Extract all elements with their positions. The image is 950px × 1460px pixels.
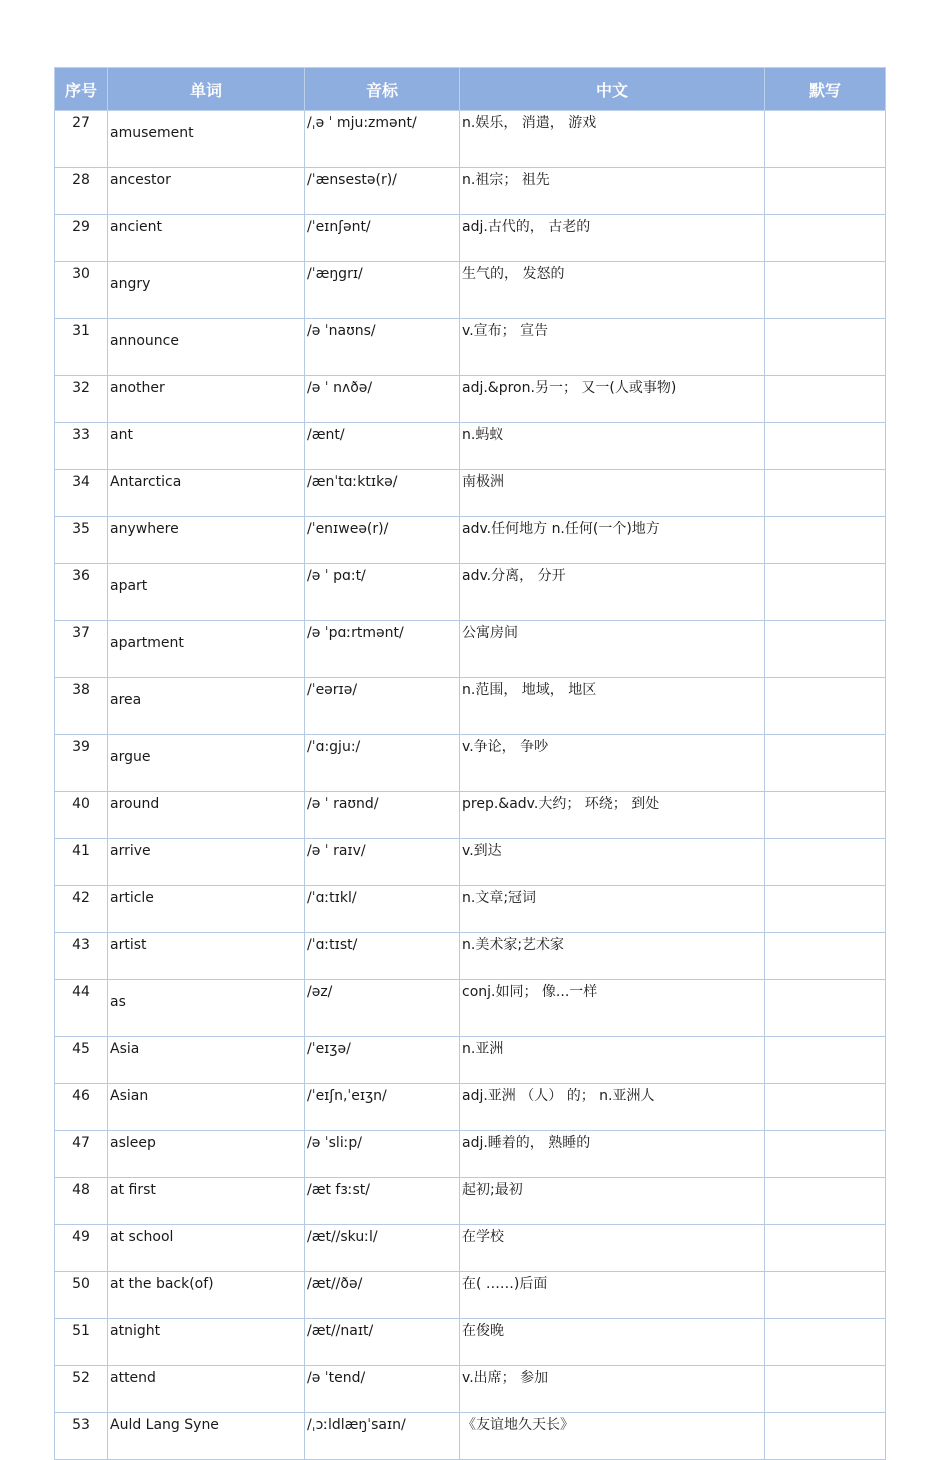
phonetic-cell: /æt//naɪt/ (305, 1319, 460, 1366)
table-row (55, 262, 886, 319)
table-row (55, 735, 886, 792)
chinese-cell: 在俊晚 (460, 1319, 765, 1366)
header-row (55, 68, 886, 111)
word-cell: as (108, 980, 305, 1037)
row-number: 38 (55, 678, 108, 735)
row-number: 51 (55, 1319, 108, 1366)
chinese-cell: adv.任何地方 n.任何(一个)地方 (460, 517, 765, 564)
chinese-cell: v.宣布； 宣告 (460, 319, 765, 376)
phonetic-cell: /ˈeɪʒə/ (305, 1037, 460, 1084)
row-number: 41 (55, 839, 108, 886)
phonetic-cell: /ə ˈpɑːrtmənt/ (305, 621, 460, 678)
dictation-cell[interactable] (765, 1131, 886, 1178)
row-number: 28 (55, 168, 108, 215)
table-row (55, 319, 886, 376)
table-row (55, 792, 886, 839)
word-cell: arrive (108, 839, 305, 886)
dictation-cell[interactable] (765, 1272, 886, 1319)
header-no: 序号 (55, 68, 108, 111)
table-row (55, 678, 886, 735)
dictation-cell[interactable] (765, 886, 886, 933)
chinese-cell: 生气的， 发怒的 (460, 262, 765, 319)
table-row (55, 1084, 886, 1131)
row-number: 35 (55, 517, 108, 564)
phonetic-cell: /ˈɑ:gju:/ (305, 735, 460, 792)
word-cell: around (108, 792, 305, 839)
row-number: 39 (55, 735, 108, 792)
row-number: 50 (55, 1272, 108, 1319)
dictation-cell[interactable] (765, 111, 886, 168)
word-cell: atnight (108, 1319, 305, 1366)
word-cell: artist (108, 933, 305, 980)
row-number: 27 (55, 111, 108, 168)
row-number: 53 (55, 1413, 108, 1460)
table-row (55, 1319, 886, 1366)
word-cell: amusement (108, 111, 305, 168)
dictation-cell[interactable] (765, 933, 886, 980)
dictation-cell[interactable] (765, 376, 886, 423)
table-row (55, 621, 886, 678)
phonetic-cell: /ˈeɪnʃənt/ (305, 215, 460, 262)
chinese-cell: n.祖宗； 祖先 (460, 168, 765, 215)
chinese-cell: prep.&adv.大约； 环绕； 到处 (460, 792, 765, 839)
row-number: 47 (55, 1131, 108, 1178)
word-cell: Asia (108, 1037, 305, 1084)
word-cell: apart (108, 564, 305, 621)
row-number: 36 (55, 564, 108, 621)
chinese-cell: 《友谊地久天长》 (460, 1413, 765, 1460)
row-number: 34 (55, 470, 108, 517)
chinese-cell: adv.分离， 分开 (460, 564, 765, 621)
word-cell: at the back(of) (108, 1272, 305, 1319)
phonetic-cell: /ænt/ (305, 423, 460, 470)
table-row (55, 111, 886, 168)
chinese-cell: 南极洲 (460, 470, 765, 517)
chinese-cell: 起初;最初 (460, 1178, 765, 1225)
table-row (55, 980, 886, 1037)
header-chinese: 中文 (460, 68, 765, 111)
word-cell: at school (108, 1225, 305, 1272)
word-cell: anywhere (108, 517, 305, 564)
chinese-cell: 公寓房间 (460, 621, 765, 678)
phonetic-cell: /ˌə ˈ mju:zmənt/ (305, 111, 460, 168)
chinese-cell: v.争论， 争吵 (460, 735, 765, 792)
phonetic-cell: /ˈeɪʃn,ˈeɪʒn/ (305, 1084, 460, 1131)
row-number: 43 (55, 933, 108, 980)
row-number: 33 (55, 423, 108, 470)
phonetic-cell: /ˈæŋgrɪ/ (305, 262, 460, 319)
dictation-cell[interactable] (765, 1413, 886, 1460)
phonetic-cell: /ˈenɪweə(r)/ (305, 517, 460, 564)
dictation-cell[interactable] (765, 1178, 886, 1225)
dictation-cell[interactable] (765, 1225, 886, 1272)
dictation-cell[interactable] (765, 1084, 886, 1131)
chinese-cell: n.范围， 地域， 地区 (460, 678, 765, 735)
word-cell: ancient (108, 215, 305, 262)
dictation-cell[interactable] (765, 621, 886, 678)
row-number: 30 (55, 262, 108, 319)
table-row (55, 1037, 886, 1084)
phonetic-cell: /ˈeərɪə/ (305, 678, 460, 735)
phonetic-cell: /ə ˈ raɪv/ (305, 839, 460, 886)
chinese-cell: adj.古代的， 古老的 (460, 215, 765, 262)
table-row (55, 839, 886, 886)
table-row (55, 1225, 886, 1272)
row-number: 31 (55, 319, 108, 376)
chinese-cell: n.亚洲 (460, 1037, 765, 1084)
chinese-cell: conj.如同； 像...一样 (460, 980, 765, 1037)
word-cell: announce (108, 319, 305, 376)
row-number: 48 (55, 1178, 108, 1225)
table-row (55, 517, 886, 564)
row-number: 42 (55, 886, 108, 933)
phonetic-cell: /ə ˈtend/ (305, 1366, 460, 1413)
phonetic-cell: /ˌɔːldlæŋˈsaɪn/ (305, 1413, 460, 1460)
dictation-cell[interactable] (765, 839, 886, 886)
word-cell: Asian (108, 1084, 305, 1131)
chinese-cell: 在( ……)后面 (460, 1272, 765, 1319)
dictation-cell[interactable] (765, 564, 886, 621)
word-cell: attend (108, 1366, 305, 1413)
vocabulary-sheet (54, 67, 885, 1460)
table-body (55, 111, 886, 1460)
row-number: 45 (55, 1037, 108, 1084)
dictation-cell[interactable] (765, 1366, 886, 1413)
phonetic-cell: /æt//ðə/ (305, 1272, 460, 1319)
table-row (55, 1178, 886, 1225)
row-number: 29 (55, 215, 108, 262)
chinese-cell: adj.睡着的， 熟睡的 (460, 1131, 765, 1178)
chinese-cell: n.蚂蚁 (460, 423, 765, 470)
word-cell: area (108, 678, 305, 735)
phonetic-cell: /ə ˈ raʊnd/ (305, 792, 460, 839)
table-row (55, 1366, 886, 1413)
chinese-cell: adj.亚洲 （人） 的； n.亚洲人 (460, 1084, 765, 1131)
dictation-cell[interactable] (765, 1037, 886, 1084)
dictation-cell[interactable] (765, 470, 886, 517)
dictation-cell[interactable] (765, 168, 886, 215)
table-row (55, 1413, 886, 1460)
chinese-cell: v.到达 (460, 839, 765, 886)
row-number: 32 (55, 376, 108, 423)
word-cell: apartment (108, 621, 305, 678)
dictation-cell[interactable] (765, 792, 886, 839)
word-cell: ancestor (108, 168, 305, 215)
word-cell: article (108, 886, 305, 933)
word-cell: asleep (108, 1131, 305, 1178)
chinese-cell: n.娱乐， 消遣， 游戏 (460, 111, 765, 168)
table-row (55, 1131, 886, 1178)
dictation-cell[interactable] (765, 735, 886, 792)
word-cell: ant (108, 423, 305, 470)
table-row (55, 215, 886, 262)
header-word: 单词 (108, 68, 305, 111)
dictation-cell[interactable] (765, 319, 886, 376)
phonetic-cell: /ə ˈ pɑ:t/ (305, 564, 460, 621)
table-row (55, 933, 886, 980)
table-row (55, 376, 886, 423)
row-number: 46 (55, 1084, 108, 1131)
vocabulary-table (54, 67, 886, 1460)
word-cell: argue (108, 735, 305, 792)
word-cell: angry (108, 262, 305, 319)
phonetic-cell: /ˈɑːtɪst/ (305, 933, 460, 980)
row-number: 49 (55, 1225, 108, 1272)
phonetic-cell: /ə ˈnaʊns/ (305, 319, 460, 376)
dictation-cell[interactable] (765, 517, 886, 564)
table-row (55, 886, 886, 933)
chinese-cell: 在学校 (460, 1225, 765, 1272)
row-number: 52 (55, 1366, 108, 1413)
chinese-cell: adj.&pron.另一； 又一(人或事物) (460, 376, 765, 423)
table-row (55, 1272, 886, 1319)
row-number: 44 (55, 980, 108, 1037)
table-row (55, 564, 886, 621)
dictation-cell[interactable] (765, 980, 886, 1037)
table-row (55, 168, 886, 215)
dictation-cell[interactable] (765, 678, 886, 735)
table-header (55, 68, 886, 111)
row-number: 37 (55, 621, 108, 678)
table-row (55, 470, 886, 517)
row-number: 40 (55, 792, 108, 839)
word-cell: at first (108, 1178, 305, 1225)
dictation-cell[interactable] (765, 1319, 886, 1366)
word-cell: Auld Lang Syne (108, 1413, 305, 1460)
word-cell: another (108, 376, 305, 423)
phonetic-cell: /əz/ (305, 980, 460, 1037)
dictation-cell[interactable] (765, 262, 886, 319)
chinese-cell: n.美术家;艺术家 (460, 933, 765, 980)
table-row (55, 423, 886, 470)
word-cell: Antarctica (108, 470, 305, 517)
chinese-cell: v.出席； 参加 (460, 1366, 765, 1413)
header-dictation: 默写 (765, 68, 886, 111)
phonetic-cell: /ænˈtɑːktɪkə/ (305, 470, 460, 517)
phonetic-cell: /ˈænsestə(r)/ (305, 168, 460, 215)
phonetic-cell: /ˈɑːtɪkl/ (305, 886, 460, 933)
dictation-cell[interactable] (765, 215, 886, 262)
header-phonetic: 音标 (305, 68, 460, 111)
phonetic-cell: /æt//skuːl/ (305, 1225, 460, 1272)
phonetic-cell: /æt fɜːst/ (305, 1178, 460, 1225)
dictation-cell[interactable] (765, 423, 886, 470)
phonetic-cell: /ə ˈsliːp/ (305, 1131, 460, 1178)
phonetic-cell: /ə ˈ nʌðə/ (305, 376, 460, 423)
chinese-cell: n.文章;冠词 (460, 886, 765, 933)
